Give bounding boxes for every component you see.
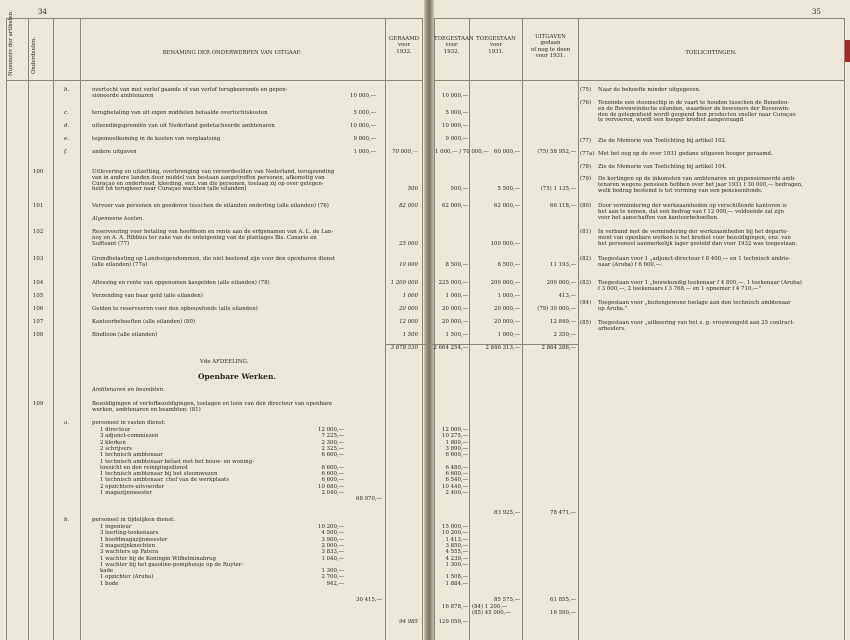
part-total-1931: 83 925,— xyxy=(494,510,520,516)
note-number: (76) xyxy=(580,100,592,106)
item-description: Suffisant (77) xyxy=(92,240,130,247)
staff-amount: 6 600,— xyxy=(321,471,344,478)
note-number: (77a) xyxy=(580,151,595,157)
item-description: Bezoldigingen of verlofbezoldigingen, toelagen en loon van den directeur van openbare xyxy=(92,401,332,407)
staff-amount: 10 200,— xyxy=(318,524,344,530)
column-line xyxy=(53,18,54,640)
staff-amount-1932: 10 200,— xyxy=(442,530,468,537)
staff-amount: 6 600,— xyxy=(321,464,344,471)
sub-amount: 5 000,— xyxy=(353,110,376,116)
amount-toegestaan-1931: 1 000,— xyxy=(497,293,520,299)
note-number: (85) xyxy=(580,320,592,326)
total-geraamd: 3 678 530 xyxy=(390,345,418,351)
staff-line: 1 technisch ambtenaar bij het stoomwezen xyxy=(100,471,218,478)
article-number: 108 xyxy=(33,332,44,338)
amount-geraamd: 25 000 xyxy=(399,240,418,247)
section-subheading: Ambtenaren en beambten. xyxy=(92,387,165,393)
staff-line: 1 wachter bij het gasoline-pomphuisje op de Ruyter- xyxy=(100,561,244,568)
note-text: In verband met de vermindering der werkzaamheden bij het departe- xyxy=(598,229,789,235)
subdivision-letter: c. xyxy=(64,110,69,116)
staff-line: 2 klerken xyxy=(100,439,126,446)
item-description: Aflossing en rente van opgenomen kasgelden (alle eilanden) (78) xyxy=(92,280,270,286)
staff-amount: 1 040,— xyxy=(321,555,344,562)
total-geraamd: 94 985 xyxy=(399,619,418,625)
column-line xyxy=(28,18,29,640)
item-description: Grondbelasting op Landseigendommen, die niet bestemd zijn voor den openbaren dienst xyxy=(92,256,336,262)
header-rule-bottom-right xyxy=(434,80,844,81)
amount-toegestaan-1931: 100 000,— xyxy=(490,240,520,247)
item-description: uitzendingspremiën van uit Nederland gedetacheerde ambtenaren xyxy=(92,123,275,129)
article-number: 105 xyxy=(33,293,44,299)
note-text: welk bedrag bestemd is tot vorming van een pensioenfonds. xyxy=(598,187,763,194)
item-description: Verzending van baar geld (alle eilanden) xyxy=(92,293,203,299)
part-uitgaven: 78 471,— xyxy=(550,510,576,516)
page-number-right: 35 xyxy=(812,8,821,16)
amount-geraamd: 20 000 xyxy=(399,306,418,312)
staff-amount-1932: 12 000,— xyxy=(442,427,468,433)
note-text: f 3 600,—, 2 teekenaars f 3 768,— en 1 opnemer f 4 710,—” xyxy=(598,285,762,292)
header-nummers: Nummers der artikelen. xyxy=(8,10,14,76)
sub-amount: 9 000,— xyxy=(353,136,376,142)
note-text: Teneinde een stoomschip in de vaart te houden tusschen de Beneden- xyxy=(598,100,790,106)
amount-toegestaan-1932: 9 000,— xyxy=(445,136,468,142)
column-line xyxy=(522,18,523,640)
column-line xyxy=(422,18,423,640)
amount-toegestaan-1931: 60 000,— xyxy=(494,149,520,155)
staff-amount: 6 600,— xyxy=(321,477,344,484)
item-description: overtocht van met verlof gaande of van verlof terugkeerende en gepen- xyxy=(92,87,288,93)
amount-geraamd: 82 000 xyxy=(399,203,418,209)
note-number: (83) xyxy=(580,280,592,286)
note-text: het personeel aanmerkelijk lager gesteld dan voor 1932 was toegestaan. xyxy=(598,240,798,247)
staff-amount-1932: 6 600,— xyxy=(445,452,468,459)
amount-toegestaan-1931: 20 000,— xyxy=(494,319,520,325)
item-description: noy en A. A. Ribbius ter zake van de onteigening van de plantages Bis. Canario en xyxy=(92,234,317,241)
header-benaming: BENAMING DER ONDERWERPEN VAN UITGAAF. xyxy=(162,50,302,56)
red-tab-marker xyxy=(845,40,850,62)
note-text: arbeiders. xyxy=(598,325,626,332)
column-line xyxy=(578,18,579,640)
amount-uitgaven: 66 118,— xyxy=(550,203,576,209)
note-text: en de Bovenwindsche eilanden, waardoor de bewoners der Bovenwin- xyxy=(598,105,790,112)
staff-line: kade xyxy=(100,568,114,575)
note-text: naar (Aruba) f 6 600,—. xyxy=(598,261,663,268)
part-total-1931: 85 575,— xyxy=(494,597,520,603)
header-rule-top-right xyxy=(434,18,844,19)
amount-uitgaven: 2 350,— xyxy=(553,332,576,338)
amount-toegestaan-1931: 5 500,— xyxy=(497,186,520,193)
total-toegestaan-1932: 129 050,— xyxy=(438,619,468,625)
staff-line: 1 hoofdmagazijnmeester xyxy=(100,536,168,543)
note-number: (77) xyxy=(580,138,592,144)
staff-amount: 12 000,— xyxy=(318,427,344,433)
amount-geraamd: 12 000 xyxy=(399,319,418,325)
staff-amount: 4 500,— xyxy=(321,530,344,537)
part-total: 30 415,— xyxy=(356,597,382,603)
amount-uitgaven: (79) 30 000,— xyxy=(537,306,576,312)
staff-line: 1 wachter bij de Koningin Wilhelminabrug xyxy=(100,555,216,562)
staff-amount-1932: 1 413,— xyxy=(445,536,468,543)
amount-uitgaven: 200 000,— xyxy=(546,280,576,286)
item-description: Curaçao en onderhoud, kleeding, enz. van die personen, toelaag zij op over gelegen- xyxy=(92,180,324,187)
part-uitgaven: 16 590,— xyxy=(550,610,576,616)
subdivision-letter: e. xyxy=(64,136,69,142)
note-number: (78) xyxy=(580,164,592,170)
article-number: 104 xyxy=(33,280,44,286)
amount-toegestaan-1932: 500,— xyxy=(450,186,468,193)
amount-uitgaven: (75) 1 135,— xyxy=(540,186,576,193)
note-text: Met het oog op de over 1931 gedane uitgaven hooger geraamd. xyxy=(598,151,773,157)
staff-line: 2 schrijvers xyxy=(100,445,132,452)
amount-toegestaan-1932: 8 500,— xyxy=(445,261,468,268)
column-line xyxy=(469,18,470,640)
staff-line: 3 wachters op Patera xyxy=(100,549,159,556)
amount-toegestaan-1932: 5 000,— xyxy=(445,110,468,116)
note-text: Toegestaan voor „buitengewone toelage aan den technisch ambtenaar xyxy=(598,300,791,306)
article-number: 109 xyxy=(33,401,44,407)
section-title: Vde AFDEELING. xyxy=(200,359,249,365)
staff-line: 2 opzichters-uitvoerder xyxy=(100,483,165,490)
staff-amount: 1 300,— xyxy=(321,568,344,575)
staff-amount: 3 900,— xyxy=(321,536,344,543)
staff-amount: 2 000,— xyxy=(321,542,344,549)
amount-toegestaan-1932: 20 000,— xyxy=(442,319,468,325)
staff-amount-1932: 1 884,— xyxy=(445,580,468,587)
staff-amount-1932: 3 850,— xyxy=(445,542,468,549)
subdivision-letter: b. xyxy=(64,87,70,93)
note-amount: (84) 1 200,— xyxy=(472,604,508,610)
note-text: op Aruba.” xyxy=(598,305,628,312)
total-uitgaven: 2 864 286,— xyxy=(541,345,576,351)
note-text: De kortingen op de inkomsten van ambtenaren en gepensioneerde amb- xyxy=(598,176,796,182)
part-uitgaven: 61 855,— xyxy=(550,597,576,603)
note-text: Toegestaan voor „uitkeering van het z. g. vrouwengeld aan 25 contract- xyxy=(598,320,795,326)
header-rule-top-left xyxy=(6,18,422,19)
note-text: Zie de Memorie van Toelichting bij artikel 104. xyxy=(598,164,727,170)
amount-uitgaven: (75) 58 952,— xyxy=(537,149,576,155)
staff-line: 1 ingenieur xyxy=(100,524,132,530)
item-description: Gelden te reserveeren voor den opbouwfonds (alle eilanden) xyxy=(92,306,258,312)
amount-uitgaven: 11 193,— xyxy=(550,261,576,268)
amount-toegestaan-1932: 1 500,— xyxy=(445,332,468,338)
item-description: heid tot terugkeer naar Curaçao wachten (alle eilanden) xyxy=(92,186,247,193)
subdivision-letter: b. xyxy=(64,517,70,523)
part-total-1932: 16 878,— xyxy=(442,604,468,610)
book-gutter xyxy=(424,0,434,640)
staff-amount-1932: 3 890,— xyxy=(445,445,468,452)
amount-geraamd: 1 200 000 xyxy=(390,280,418,286)
item-description: sioneerde ambtenaren xyxy=(92,92,154,99)
article-number: 100 xyxy=(33,169,44,175)
subdivision-letter: a. xyxy=(64,420,69,426)
item-description: Vervoer van personen en goederen tusschen de eilanden onderling (alle eilanden) (76) xyxy=(92,203,329,209)
amount-toegestaan-1932: 20 000,— xyxy=(442,306,468,312)
page-number-left: 34 xyxy=(38,8,47,16)
staff-line: 3 leerling-teekenaars xyxy=(100,530,159,537)
note-text: den de gelegenheid wordt geopend hun producten sneller naar Curaçao xyxy=(598,111,796,118)
header-toegestaan-1932: TOEGESTAAN voor 1932. xyxy=(434,36,474,55)
part-label: personeel in tijdelijken dienst: xyxy=(92,517,175,523)
header-rule-bottom-left xyxy=(6,80,422,81)
total-toegestaan-1931: 2 846 313,— xyxy=(485,345,520,351)
staff-line: 1 opzichter (Aruba) xyxy=(100,574,154,581)
item-description: tegemoetkoming in de kosten van verplaatsing xyxy=(92,136,221,142)
note-number: (80) xyxy=(580,203,592,209)
subdivision-letter: d. xyxy=(64,123,70,129)
staff-line: toezicht en den reinigingsdienst xyxy=(100,464,189,471)
amount-toegestaan-1932: 10 000,— xyxy=(442,123,468,129)
staff-amount: 942,— xyxy=(326,580,344,587)
note-text: Door vermindering der werkzaamheden op verschillende kantoren is xyxy=(598,203,787,209)
amount-toegestaan-1932: 1 000,— xyxy=(445,293,468,299)
sub-amount: 10 000,— xyxy=(350,92,376,99)
article-number: 101 xyxy=(33,203,44,209)
staff-line: 1 technisch ambtenaar belast met het bouw- en woning- xyxy=(100,458,254,465)
note-number: (79) xyxy=(580,176,592,182)
staff-amount: 2 040,— xyxy=(321,490,344,496)
note-number: (84) xyxy=(580,300,592,306)
amount-geraamd: 1 500 xyxy=(402,332,418,338)
amount-toegestaan-1931: 1 000,— xyxy=(497,332,520,338)
staff-amount: 2 325,— xyxy=(321,445,344,452)
staff-amount-1932: 1 508,— xyxy=(445,574,468,581)
staff-amount-1932: 1 300,— xyxy=(445,561,468,568)
staff-amount: 6 600,— xyxy=(321,452,344,459)
amount-geraamd: 10 000 xyxy=(399,261,418,268)
article-number: 102 xyxy=(33,229,44,235)
staff-line: 1 technisch ambtenaar xyxy=(100,452,163,459)
item-description: Kantoorbehoeften (alle eilanden) (80) xyxy=(92,319,196,325)
header-geraamd: GERAAMD voor 1932. xyxy=(389,36,419,55)
staff-amount-1932: 2 400,— xyxy=(445,490,468,496)
amount-toegestaan-1931: 200 000,— xyxy=(490,280,520,286)
note-number: (75) xyxy=(580,87,592,93)
staff-amount: 3 833,— xyxy=(321,549,344,556)
header-onderdeelen: Onderdeelen. xyxy=(31,36,37,74)
column-line xyxy=(80,18,81,640)
amount-uitgaven: 413,— xyxy=(558,293,576,299)
staff-amount-1932: 10 275,— xyxy=(442,433,468,440)
section-heading: Openbare Werken. xyxy=(198,372,277,381)
amount-geraamd: 1 000 xyxy=(402,293,418,299)
note-text: tenaren wegens pensioen hebben over het jaar 1931 f 30 000,— bedragen, xyxy=(598,181,803,188)
column-line xyxy=(385,18,386,640)
amount-geraamd: 70 000,— xyxy=(392,149,418,155)
staff-amount: 10 680,— xyxy=(318,483,344,490)
item-description: (alle eilanden) (77a) xyxy=(92,261,148,268)
staff-line: 3 adjunct-commiezen xyxy=(100,433,159,440)
amount-toegestaan-1932: 62 000,— xyxy=(442,203,468,209)
article-number: 107 xyxy=(33,319,44,325)
part-label: personeel in vasten dienst: xyxy=(92,420,166,426)
note-text: Toegestaan voor 1 „adjunct-directeur f 8 400,— en 1 technisch ambte- xyxy=(598,256,791,262)
amount-toegestaan-1932: 225 000,— xyxy=(438,280,468,286)
amount-toegestaan-1931: 62 000,— xyxy=(494,203,520,209)
amount-toegestaan-1931: 6 500,— xyxy=(497,261,520,268)
article-number: 106 xyxy=(33,306,44,312)
staff-line: 2 magazijnknechten xyxy=(100,542,156,549)
staff-line: 1 magazijnmeester xyxy=(100,490,153,496)
item-description: werken, ambtenaren en beambten: (81) xyxy=(92,406,201,413)
staff-amount-1932: 6 480,— xyxy=(445,464,468,471)
amount-uitgaven: 12 849,— xyxy=(550,319,576,325)
note-number: (82) xyxy=(580,256,592,262)
sub-amount: 1 000,— xyxy=(353,149,376,155)
note-text: voor het aanschaffen van kantoorbehoeften. xyxy=(598,214,719,221)
note-number: (81) xyxy=(580,229,592,235)
staff-amount-1932: 4 239,— xyxy=(445,555,468,562)
amount-toegestaan-1931: 20 000,— xyxy=(494,306,520,312)
note-text: ment van openbare werken is het krediet voor bezoldigingen, enz. van xyxy=(598,234,791,241)
item-description: andere uitgaven xyxy=(92,149,137,155)
staff-line: 1 technisch ambtenaar, chef van de werkplaats xyxy=(100,477,229,484)
staff-amount-1932: 1 800,— xyxy=(445,439,468,446)
staff-line: 1 bode xyxy=(100,580,119,587)
header-toelichtingen: TOELICHTINGEN. xyxy=(685,50,737,56)
note-text: te vervoeren, wordt een hooger krediet aangevraagd. xyxy=(598,117,745,124)
staff-amount-1932: 6 540,— xyxy=(445,477,468,484)
staff-amount: 7 225,— xyxy=(321,433,344,440)
article-number: 103 xyxy=(33,256,44,262)
item-description: Bindloon (alle eilanden) xyxy=(92,332,158,338)
total-toegestaan-1932: 2 664 254,— xyxy=(433,345,468,351)
subdivision-letter: f. xyxy=(64,149,68,155)
column-line xyxy=(844,18,845,640)
column-line xyxy=(6,18,7,640)
staff-amount-1932: 6 600,— xyxy=(445,471,468,478)
amount-toegestaan-1932: 1 000,— / 70 000,— xyxy=(435,149,489,155)
amount-geraamd: 500 xyxy=(407,186,418,193)
staff-amount: 2 300,— xyxy=(321,439,344,446)
sub-amount: 10 000,— xyxy=(350,123,376,129)
staff-amount-1932: 15 000,— xyxy=(442,524,468,530)
staff-line: 1 directeur xyxy=(100,427,131,433)
staff-amount-1932: 4 555,— xyxy=(445,549,468,556)
item-description: van in andere landen door middel van bestaan aangetroffen personen, afkomstig van xyxy=(92,174,325,181)
item-description: Uitlevering en uitzetting, overbrenging van veroordeelden van Nederland, terugzending xyxy=(92,169,335,175)
note-text: Toegestaan voor 1 „bouwkundig teekenaar f 4 800,—, 1 teekenaar (Aruba) xyxy=(598,280,802,286)
part-total: 68 970,— xyxy=(356,496,382,502)
header-uitgaven: UITGAVEN gedaan of nog te doen voor 1931. xyxy=(530,34,571,60)
note-text: Naar de behoefte minder uitgegeven. xyxy=(598,87,701,93)
staff-amount-1932: 10 440,— xyxy=(442,483,468,490)
note-text: het aan te nemen, dat een bedrag van f 12 000,— voldoende zal zijn xyxy=(598,208,785,215)
item-description: terugbetaling van uit eigen middelen betaalde overtochtskosten xyxy=(92,110,268,116)
amount-toegestaan-1932: 10 000,— xyxy=(442,92,468,99)
header-toegestaan-1931: TOEGESTAAN voor 1931. xyxy=(476,36,516,55)
item-description: Algemeene kosten. xyxy=(92,216,144,222)
note-amount: (85) 45 000,— xyxy=(472,610,511,616)
note-text: Zie de Memorie van Toelichting bij artikel 102. xyxy=(598,138,727,144)
staff-amount: 2 700,— xyxy=(321,574,344,581)
item-description: Reserveering voor betaling van hoofdsom en rente aan de erfgenamen van A. L. de Lan- xyxy=(92,229,334,235)
